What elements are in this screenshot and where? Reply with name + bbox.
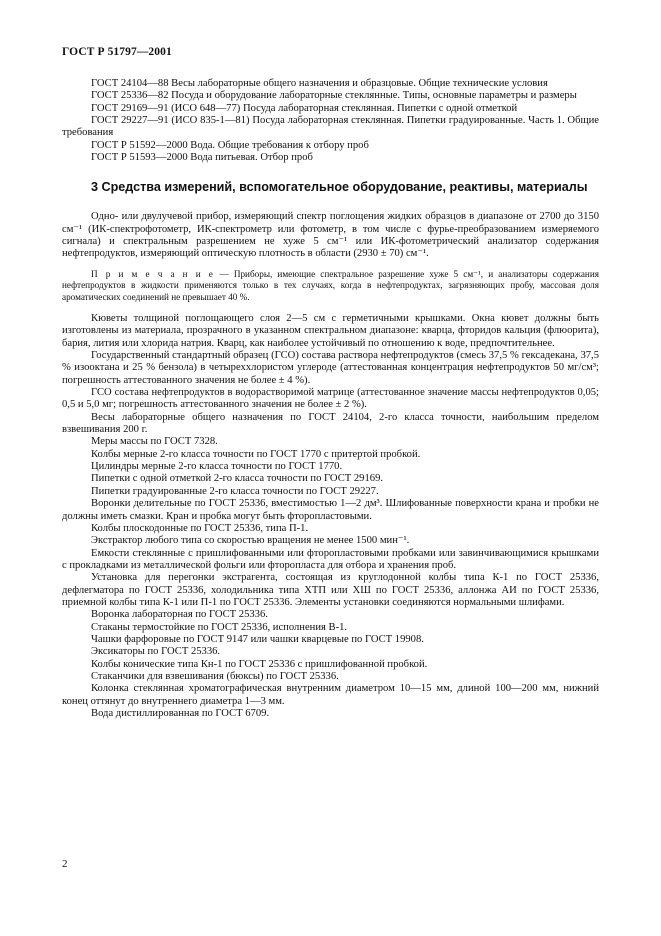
reference-item: ГОСТ 24104—88 Весы лабораторные общего назначения и образцовые. Общие технические условия — [91, 78, 548, 89]
equipment-item: Эксикаторы по ГОСТ 25336. — [91, 646, 221, 658]
equipment-item: Емкости стеклянные с пришлифованными или фторопластовыми пробками или завинчивающимися крышками с прокладками из металлической фольги или фторопласта для отбора и хранения проб. — [62, 547, 599, 571]
page-number: 2 — [62, 858, 68, 870]
normative-references — [62, 78, 599, 164]
equipment-item: Меры массы по ГОСТ 7328. — [91, 436, 218, 448]
equipment-item: Установка для перегонки экстрагента, состоящая из круглодонной колбы типа К-1 по ГОСТ 25336, дефлегматора по ГОСТ 25336, холодильника типа ХТП или ХШ по ГОСТ 25336, аллонжа АИ по ГОСТ 25336, приемной колбы типа К-1 или П-1 по ГОСТ 25336. Элементы установки соединяются нормальными шлифами. — [62, 572, 599, 608]
equipment-item: Пипетки с одной отметкой 2-го класса точности по ГОСТ 29169. — [91, 473, 384, 485]
equipment-item: Воронки делительные по ГОСТ 25336, вместимостью 1—2 дм³. Шлифованные поверхности крана и пробки не должны иметь смазки. Кран и пробка могут быть фторопластовыми. — [62, 498, 599, 522]
equipment-item: Колбы плоскодонные по ГОСТ 25336, типа П-1. — [91, 522, 309, 534]
equipment-item: Колонка стеклянная хроматографическая внутренним диаметром 10—15 мм, длиной 100—200 мм, нижний конец оттянут до внутреннего диаметра 1—3 мм. — [62, 683, 599, 707]
equipment-item: Чашки фарфоровые по ГОСТ 9147 или чашки кварцевые по ГОСТ 19908. — [91, 633, 424, 645]
equipment-item: Стаканы термостойкие по ГОСТ 25336, исполнения В-1. — [91, 621, 348, 633]
equipment-item: ГСО состава нефтепродуктов в водорастворимой матрице (аттестованное значение массы нефтепродуктов 0,05; 0,5 и 5,0 мг; погрешность аттестованного значения не более ± 2 %). — [62, 387, 599, 411]
note-paragraph — [62, 269, 599, 303]
equipment-item: Весы лабораторные общего назначения по ГОСТ 24104, 2-го класса точности, наибольшим пределом взвешивания 200 г. — [62, 411, 599, 436]
document-header: ГОСТ Р 51797—2001 — [62, 46, 172, 58]
reference-item: ГОСТ Р 51593—2000 Вода питьевая. Отбор проб — [91, 152, 313, 164]
reference-item: ГОСТ Р 51592—2000 Вода. Общие требования к отбору проб — [91, 139, 369, 151]
equipment-item: Экстрактор любого типа со скоростью вращения не менее 1500 мин⁻¹. — [91, 535, 410, 547]
reference-item: ГОСТ 29227—91 (ИСО 835-1—81) Посуда лабораторная стеклянная. Пипетки градуированные. Часть 1. Общие требования — [62, 115, 599, 139]
intro-paragraph: Одно- или двулучевой прибор, измеряющий спектр поглощения жидких образцов в диапазоне от 2700 до 3150 см⁻¹ (ИК-спектрофотометр, ИК-спектрометр или фотометр, в том числе с фурье-преобразованием измеряемого сигнала) и спектральным разрешением не хуже 5 см⁻¹ или ИК-фотометрический анализатор содержания нефтепродуктов, измеряющий оптическую плотность в области (2930 ± 70) см⁻¹. — [62, 211, 599, 260]
note-label: П р и м е ч а н и е — [91, 268, 215, 279]
equipment-item: Государственный стандартный образец (ГСО) состава раствора нефтепродуктов (смесь 37,5 % гексадекана, 37,5 % изооктана и 25 % бензола) в четыреххлористом углероде (аттестованная концентрация нефтепродуктов 50 мг/см³; погрешность аттестованного значения не более ± 4 %). — [62, 350, 599, 386]
reference-item: ГОСТ 25336—82 Посуда и оборудование лабораторные стеклянные. Типы, основные параметры и размеры — [91, 90, 577, 102]
equipment-item: Кюветы толщиной поглощающего слоя 2—5 см с герметичными крышками. Окна кювет должны быть изготовлены из материала, прозрачного в указанном спектральном диапазоне: кварца, фторидов кальция (флюорита), бария, лития или хлорида натрия. Кварц, как наиболее устойчивый по отношению к воде, предпочтительнее. — [62, 313, 599, 349]
reference-item: ГОСТ 29169—91 (ИСО 648—77) Посуда лабораторная стеклянная. Пипетки с одной отметкой — [91, 102, 518, 114]
section-title: 3 Средства измерений, вспомогательное оборудование, реактивы, материалы — [91, 180, 588, 195]
equipment-item: Цилиндры мерные 2-го класса точности по ГОСТ 1770. — [91, 461, 343, 473]
equipment-item: Вода дистиллированная по ГОСТ 6709. — [91, 708, 270, 719]
equipment-item: Стаканчики для взвешивания (бюксы) по ГОСТ 25336. — [91, 670, 339, 682]
equipment-item: Колбы конические типа Кн-1 по ГОСТ 25336 с пришлифованной пробкой. — [91, 658, 428, 670]
note-text: — Приборы, имеющие спектральное разрешение хуже 5 см⁻¹, и анализаторы содержания нефтепродуктов в жидкости применяются только в тех случаях, когда в нефтепродуктах, загрязняющих пробу, массовая доля ароматических соединений не превышает 40 %. — [62, 268, 599, 302]
equipment-list — [62, 313, 599, 720]
equipment-item: Воронка лабораторная по ГОСТ 25336. — [91, 609, 268, 621]
equipment-item: Пипетки градуированные 2-го класса точности по ГОСТ 29227. — [91, 485, 379, 497]
equipment-item: Колбы мерные 2-го класса точности по ГОСТ 1770 с притертой пробкой. — [91, 448, 421, 460]
document-body — [62, 78, 599, 720]
